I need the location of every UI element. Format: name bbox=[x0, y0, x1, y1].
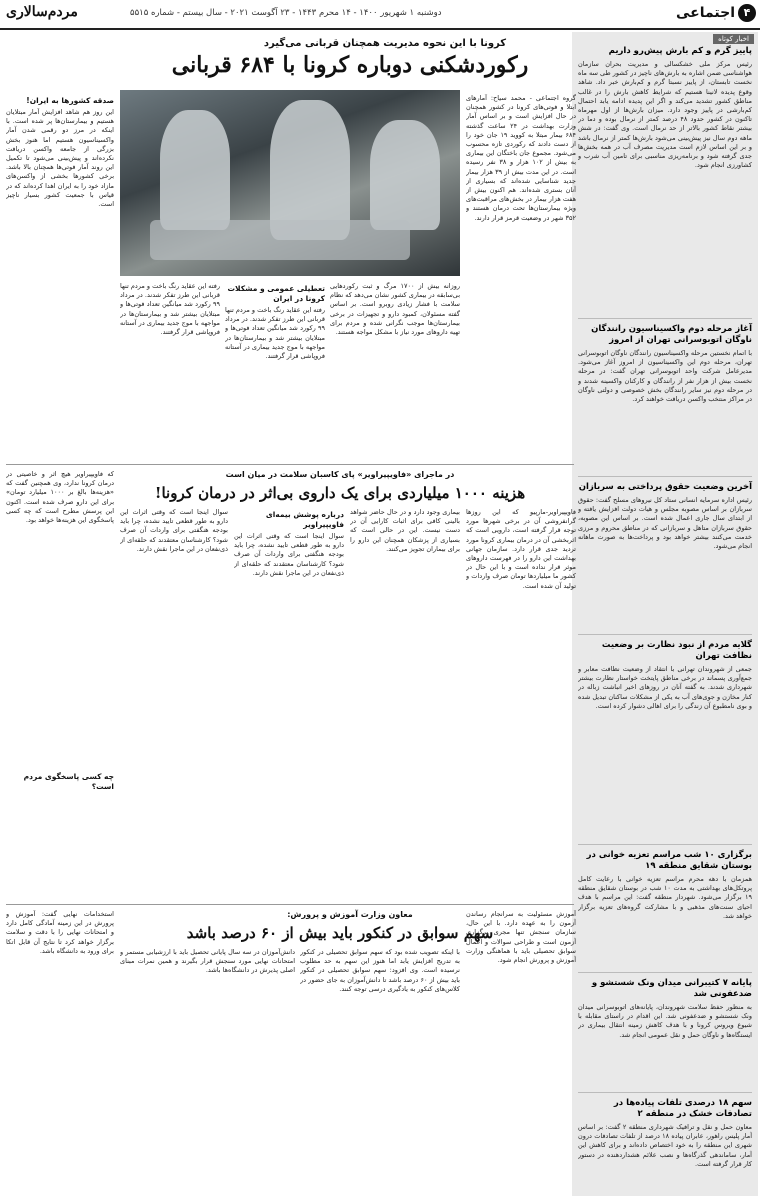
sidebar-article bbox=[578, 324, 752, 472]
lead-subhead: تعطیلی عمومی و مشکلات کرونا در ایران bbox=[227, 284, 325, 303]
story3-column: دانش‌آموزان در سه سال پایانی تحصیل باید با ارزشیابی مستمر و امتحانات نهایی مورد سنجش قرار بگیرند و همین نمرات مبنای اصلی پذیرش در دانشگاه‌ها باشد. bbox=[120, 948, 295, 975]
lead-column-block bbox=[120, 282, 220, 458]
story2-column: که فاویپیراویر هیچ اثر و خاصیتی در درمان کرونا ندارد، وی همچنین گفت که «هزینه‌ها بالغ بر ۱۰۰۰ میلیارد تومان» برای این دارو صرف شده است. اکنون این پرسش مطرح است که چه کسی پاسخگوی این هزینه‌ها خواهد بود. bbox=[6, 470, 114, 525]
lead-photo bbox=[120, 90, 460, 276]
story2-column: بیماری وجود دارد و در حال حاضر شواهد بالینی کافی برای اثبات کارایی آن در دست نیست. این در حالی است که بسیاری از پزشکان همچنان این دارو را برای بیماران تجویز می‌کنند. bbox=[350, 508, 460, 553]
lead-kicker: کرونا با این نحوه مدیریت همچنان قربانی می‌گیرد bbox=[263, 38, 507, 49]
sidebar-article bbox=[578, 850, 752, 968]
divider bbox=[578, 318, 752, 319]
sidebar-article-title: آغاز مرحله دوم واکسیناسیون رانندگان ناوگان اتوبوسرانی تهران از امروز bbox=[591, 324, 752, 345]
short-news-sidebar bbox=[572, 32, 758, 1196]
sidebar-article bbox=[578, 46, 752, 314]
sidebar-article bbox=[578, 640, 752, 840]
sidebar-article-title: پایانه ۷ کتیبرانی میدان ونک شستشو و ضدعفونی شد bbox=[591, 978, 752, 999]
lead-column-block bbox=[225, 282, 325, 458]
lead-column: روزانه بیش از ۱۷۰۰ مرگ و ثبت رکوردهایی بی‌سابقه در بیماری کشور نشان می‌دهد که نظام سلامت با فشار زیادی روبرو است. بر اساس گفته مسئولان، کمبود دارو و تجهیزات در برخی بیمارستان‌ها موجب نگرانی شده و مردم برای تهیه داروهای مورد نیاز با مشکل مواجه هستند. bbox=[330, 282, 460, 337]
story2-column: سوال اینجا است که وقتی اثرات این دارو به طور قطعی تایید نشده، چرا باید بودجه هنگفتی برای واردات آن صرف شود؟ کارشناسان معتقدند که حلقه‌ای از ذی‌نفعان در این ماجرا نقش دارند. bbox=[234, 532, 344, 577]
paper-name: مردم‌سالاری bbox=[6, 4, 78, 20]
photo-bed bbox=[150, 220, 410, 260]
sidebar-article-title: برگزاری ۱۰ شب مراسم تعزیه خوانی در بوستان شقایق منطقه ۱۹ bbox=[586, 850, 752, 871]
photo-figure bbox=[370, 120, 440, 230]
story3-column: با اینکه تصویب شده بود که سهم سوابق تحصیلی در کنکور به تدریج افزایش یابد اما هنوز این سهم به حد مطلوب نرسیده است. وی افزود: سهم سوابق تحصیلی در کنکور باید بیش از ۶۰ درصد باشد تا دانش‌آموزان به جای حضور در کلاس‌های کنکور به یادگیری درسی توجه کنند. bbox=[300, 948, 460, 993]
sidebar-article-body: به منظور حفظ سلامت شهروندان، پایانه‌های اتوبوسرانی میدان ونک شستشو و ضدعفونی شد. این اقدام در راستای مقابله با شیوع ویروس کرونا و با هدف کاهش زمینه انتقال بیماری در ایستگاه‌ها و ناوگان حمل و نقل عمومی انجام شد. bbox=[578, 1003, 752, 1039]
divider bbox=[578, 1092, 752, 1093]
story2-column-block bbox=[6, 470, 114, 898]
story2-subhead: چه کسی پاسخگوی مردم است؟ bbox=[23, 772, 114, 791]
sidebar-article bbox=[578, 482, 752, 630]
lead-headline: رکوردشکنی دوباره کرونا با ۶۸۴ قربانی bbox=[171, 52, 529, 78]
story2-subhead: درباره پوشش بیمه‌ای فاویپیراویر bbox=[265, 510, 344, 529]
sidebar-article-body: رئیس اداره سرمایه انسانی ستاد کل نیروهای مسلح گفت: حقوق سربازان بر اساس مصوبه مجلس و هیات دولت افزایش یافته و از ابتدای سال جاری اعمال شده است. بر اساس این مصوبه، حقوق سربازان متاهل و سربازانی که در مناطق محروم و مرزی خدمت می‌کنند بیشتر خواهد بود و پرداخت‌ها به صورت ماهانه انجام می‌شود. bbox=[578, 496, 752, 551]
lead-subhead: صدقه کشورها به ایران! bbox=[26, 96, 114, 105]
sidebar-article-body: جمعی از شهروندان تهرانی با انتقاد از وضعیت نظافت معابر و جمع‌آوری پسماند در برخی مناطق پایتخت خواستار نظارت بیشتر شهرداری شدند. به گفته آنان در روزهای اخیر انباشت زباله در کنار مخازن و جوی‌های آب به یکی از مشکلات ساکنان تبدیل شده و بوی نامطبوع آن زندگی را برای اهالی دشوار کرده است. bbox=[578, 665, 752, 710]
divider bbox=[6, 464, 574, 465]
story2-kicker: در ماجرای «فاویپیراویر» پای کاسبان سلامت در میان است bbox=[225, 470, 455, 479]
photo-figure bbox=[160, 110, 230, 230]
sidebar-article-body: معاون حمل و نقل و ترافیک شهرداری منطقه ۲ گفت: بر اساس آمار پلیس راهور، عابران پیاده ۱۸ درصد از تلفات تصادفات درون شهری این منطقه را به خود اختصاص داده‌اند و برای کاهش این آمار، ساماندهی گذرگاه‌ها و نصب علائم هشداردهنده در دستور کار قرار گرفته است. bbox=[578, 1123, 752, 1168]
sidebar-article-body: رئیس مرکز ملی خشکسالی و مدیریت بحران سازمان هواشناسی ضمن اشاره به بارش‌های ناچیز در کشور طی سه ماه نخست تابستان، از پاییز نسبتا گرم و کم‌بارش خبر داد. شاهد وقوع پدیده لانینا هستیم که شرایط کاهش بارش را در غالب مناطق کشور تشدید می‌کند و اگر این پدیده ادامه یابد احتمال کم‌بارشی در پاییز وجود دارد. میزان بارش‌ها از اول مهرماه تاکنون در کشور حدود ۴۸ درصد کمتر از نرمال بوده و دما در بیشتر نقاط کشور بالاتر از حد نرمال است. وی گفت: در شش ماهه دوم سال نیز پیش‌بینی می‌شود بارش‌ها کمتر از نرمال باشد و بر این اساس لازم است مدیریت مصرف آب در همه بخش‌ها جدی گرفته شود و برنامه‌ریزی مناسبی برای تامین آب شرب و کشاورزی انجام شود. bbox=[578, 60, 752, 170]
sidebar-tag: اخبار کوتاه bbox=[713, 34, 754, 44]
lead-column-block bbox=[6, 94, 114, 458]
story3-column: استخدامات نهایی گفت: آموزش و پرورش در این زمینه آمادگی کامل دارد و امتحانات نهایی را با دقت و سلامت برگزار خواهد کرد تا نتایج آن قابل اتکا برای ورود به دانشگاه باشد. bbox=[6, 910, 114, 955]
lead-column: رفته این عقاید رنگ باخت و مردم تنها قربانی این طرز تفکر شدند. در مرداد ۹۹ رکورد شد میانگین تعداد فوتی‌ها و مبتلایان بیشتر شد و بیمارستان‌ها در مواجهه با موج جدید بیماری در آستانه فروپاشی قرار گرفتند. bbox=[120, 282, 220, 337]
divider bbox=[578, 972, 752, 973]
divider bbox=[578, 844, 752, 845]
sidebar-article-title: آخرین وضعیت حقوق پرداختی به سربازان bbox=[578, 482, 752, 492]
section-name: اجتماعی bbox=[676, 5, 735, 21]
section-number: ۴ bbox=[738, 4, 756, 22]
photo-figure bbox=[270, 100, 350, 240]
masthead bbox=[0, 0, 760, 30]
story3-column: آموزش مسئولیت به سرانجام رساندن آزمون را به عهده دارد. با این حال، سازمان سنجش تنها مجری برگزاری آزمون است و طراحی سوالات و اعمال سوابق تحصیلی باید با هماهنگی وزارت آموزش و پرورش انجام شود. bbox=[466, 910, 576, 965]
date-line: دوشنبه ۱ شهریور ۱۴۰۰ - ۱۴ محرم ۱۴۴۳ - ۲۳ آگوست ۲۰۲۱ - سال بیستم - شماره ۵۵۱۵ bbox=[130, 8, 442, 18]
story3-kicker: معاون وزارت آموزش و پرورش: bbox=[287, 910, 413, 919]
sidebar-article-title: سهم ۱۸ درصدی تلفات پیاده‌ها در تصادفات خشک در منطقه ۲ bbox=[613, 1098, 752, 1119]
sidebar-article-title: پاییز گرم و کم بارش پیش‌رو داریم bbox=[608, 46, 752, 56]
divider bbox=[6, 904, 574, 905]
sidebar-article-body: با اتمام نخستین مرحله واکسیناسیون رانندگان ناوگان اتوبوسرانی تهران، مرحله دوم این واکسیناسیون از امروز آغاز می‌شود. مدیرعامل شرکت واحد اتوبوسرانی تهران گفت: در مرحله نخست بیش از هزار نفر از رانندگان و کارکنان واکسینه شدند و در مرحله دوم نیز سایر رانندگان بخش خصوصی و دولتی ناوگان در مراکز منتخب واکسن دریافت خواهند کرد. bbox=[578, 349, 752, 404]
sidebar-article bbox=[578, 978, 752, 1088]
sidebar-article bbox=[578, 1098, 752, 1194]
section-logo bbox=[676, 4, 756, 22]
divider bbox=[578, 476, 752, 477]
lead-column: رفته این عقاید رنگ باخت و مردم تنها قربانی این طرز تفکر شدند. در مرداد ۹۹ رکورد شد میانگین تعداد فوتی‌ها و مبتلایان بیشتر شد و بیمارستان‌ها در مواجهه با موج جدید بیماری در آستانه فروپاشی قرار گرفتند. bbox=[225, 306, 325, 361]
story2-column-block bbox=[234, 508, 344, 898]
lead-column-block bbox=[330, 282, 460, 458]
story3-headline: سهم سوابق در کنکور باید بیش از ۶۰ درصد باشد bbox=[186, 924, 494, 942]
sidebar-article-body: همزمان با دهه محرم مراسم تعزیه خوانی با رعایت کامل پروتکل‌های بهداشتی به مدت ۱۰ شب در بوستان شقایق منطقه ۱۹ برگزار می‌شود. شهردار منطقه گفت: این مراسم با هدف احیای سنت‌های مذهبی و با مشارکت گروه‌های تعزیه برگزار خواهد شد. bbox=[578, 875, 752, 920]
divider bbox=[578, 634, 752, 635]
lead-column: این روز هم شاهد افزایش آمار مبتلایان هستیم و بیمارستان‌ها پر شده است. با اینکه در مرز دو رقمی شدن آمار واکسیناسیون هستیم اما هنوز بخش بزرگی از جامعه واکسن دریافت نکرده‌اند و پیش‌بینی می‌شود تا تکمیل این روند آمار فوتی‌ها همچنان بالا باشد. برخی کشورها بخشی از واکسن‌های مازاد خود را به ایران اهدا کرده‌اند که در قیاس با جمعیت کشور بسیار ناچیز است. bbox=[6, 108, 114, 209]
story2-column: فاویپیراویر-مارپیو که این روزها گرانفروشی آن در برخی شهرها مورد توجه قرار گرفته است، دارویی است که اثربخشی آن در درمان بیماری کرونا مورد تردید جدی قرار دارد. سازمان جهانی بهداشت این دارو را در فهرست داروهای موثر قرار نداده است و با این حال در کشور ما میلیاردها تومان صرف واردات و تولید آن شده است. bbox=[466, 508, 576, 590]
story2-headline: هزینه ۱۰۰۰ میلیاردی برای یک داروی بی‌اثر در درمان کرونا! bbox=[154, 484, 526, 502]
story2-column: سوال اینجا است که وقتی اثرات این دارو به طور قطعی تایید نشده، چرا باید بودجه هنگفتی برای واردات آن صرف شود؟ کارشناسان معتقدند که حلقه‌ای از ذی‌نفعان در این ماجرا نقش دارند. bbox=[120, 508, 228, 553]
sidebar-article-title: گلایه مردم از نبود نظارت بر وضعیت نظافت تهران bbox=[601, 640, 752, 661]
lead-column: گروه اجتماعی - محمد سیاح: آمارهای ابتلا و فوتی‌های کرونا در کشور همچنان در حال افزایش است و بر اساس آمار وزارت بهداشت در ۲۴ ساعت گذشته ۶۸۴ بیمار مبتلا به کووید ۱۹ جان خود را از دست دادند که رکوردی تازه محسوب می‌شود. مجموع جان باختگان این بیماری به بیش از ۱۰۲ هزار و ۳۸ نفر رسیده است. در این مدت بیش از ۳۹ هزار بیمار جدید شناسایی شده‌اند که بسیاری از آنان بستری شده‌اند. هم اکنون بیش از هفت هزار بیمار در بخش‌های مراقبت‌های ویژه بیمارستان‌ها تحت درمان هستند و ۳۵۲ شهر در وضعیت قرمز قرار دارند. bbox=[466, 94, 576, 222]
